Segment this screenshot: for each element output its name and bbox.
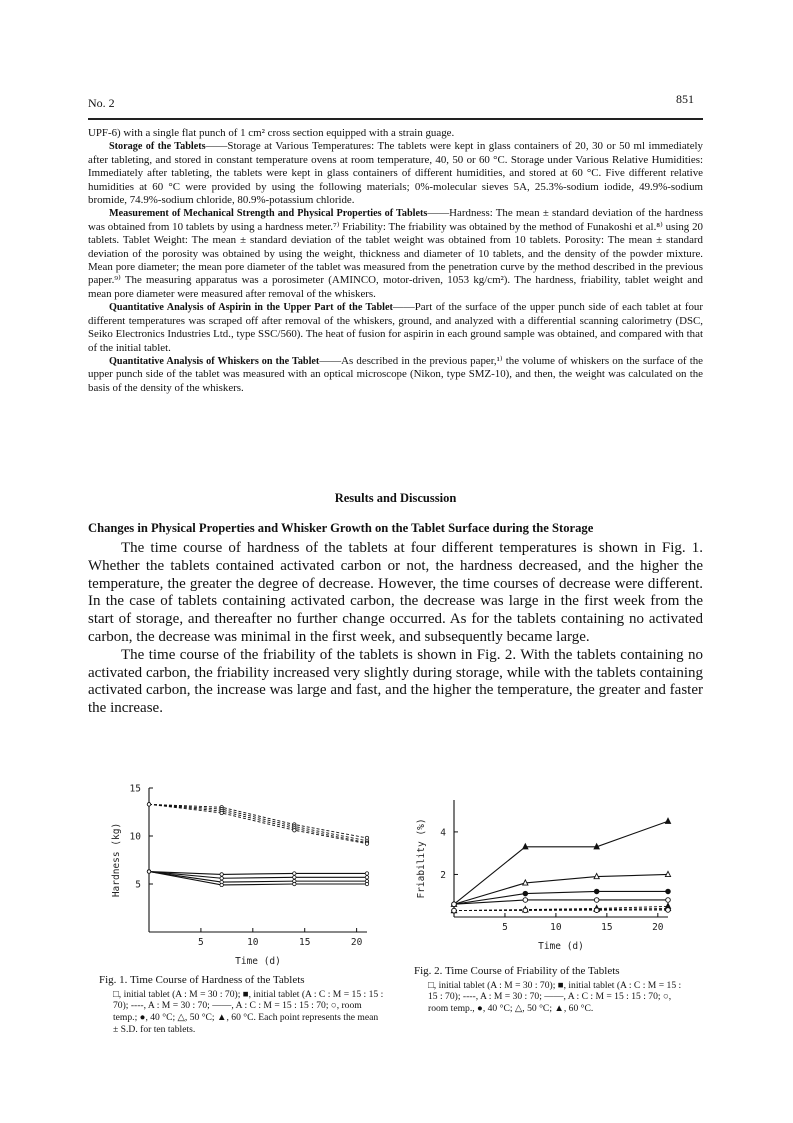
hardness-series-line — [149, 872, 367, 875]
hardness-chart-svg — [82, 768, 382, 968]
hardness-series-line — [149, 804, 367, 838]
storage-paragraph — [88, 140, 703, 207]
figure-2-caption-title: Fig. 2. Time Course of Friability of the Tablets — [414, 965, 620, 977]
measurement-text: ——Hardness: The mean ± standard deviation of the hardness was obtained from 10 tablets by using a hardness meter.⁷⁾ Friability: The friability was obtained by the method of Funakoshi et al.⁸⁾ using 20 tablets. Tablet Weight: The mean ± standard deviation of the tablet weight was obtained from 10 tablets. Porosity: The mean ± standard deviation of the porosity was obtained by using the weight, thickness and diameter of 10 tablets, and the density of the powder mixture. Mean pore diameter; the mean pore diameter of the tablet was measured from the penetration curve by the method described in the previous paper.⁹⁾ The measuring apparatus was a porosimeter (AMINCO, motor-driven, 1053 kg/cm²). The hardness, friability, tablet weight and mean pore diameter were measured after removal of the whiskers. — [88, 207, 703, 300]
friability-x-tick-label: 15 — [601, 922, 613, 933]
friability-x-tick-label: 20 — [652, 922, 664, 933]
header-rule — [88, 118, 703, 120]
hardness-y-axis-label: Hardness (kg) — [111, 822, 122, 898]
hardness-data-point — [220, 811, 223, 814]
friability-data-point — [666, 889, 671, 894]
aspirin-heading: Quantitative Analysis of Aspirin in the Upper Part of the Tablet — [109, 302, 393, 314]
friability-data-point — [594, 908, 599, 913]
hardness-data-point — [293, 882, 296, 885]
aspirin-paragraph — [88, 301, 703, 355]
methods-section — [88, 127, 703, 395]
friability-data-point — [452, 908, 457, 913]
friability-x-axis-label: Time (d) — [538, 941, 584, 952]
friability-data-point — [666, 908, 671, 913]
figure-1-caption-title: Fig. 1. Time Course of Hardness of the Tablets — [99, 974, 305, 986]
hardness-data-point — [365, 882, 368, 885]
whisker-text: ——As described in the previous paper,¹⁾ the volume of whiskers on the surface of the upper punch side of the tablet was measured with an optical microscope (Nikon, type SMZ-10), and then, the weight was calculated on the basis of the density of the whiskers. — [88, 354, 704, 394]
figure-2-caption-body: □, initial tablet (A : M = 30 : 70); ■, initial tablet (A : C : M = 15 : 15 : 70); ----, A : M = 30 : 70; ——, A : C : M = 15 : 15 : 70; ○, room temp., ●, 40 °C; △, 50 °C; ▲, 60 °C. — [428, 979, 682, 1015]
results-paragraph-1: The time course of hardness of the tablets at four different temperatures is shown in Fig. 1. Whether the tablets contained activated carbon or not, the hardness decreased, and the higher the temperature, the greater the degree of decrease. However, the time courses of decrease were different. In the case of tablets containing activated carbon, the decrease was large in the first week from the start of storage, and thereafter no further change occurred. As for the tablets containing no activated carbon, the decrease was minimal in the first week, and subsequently became large. — [88, 540, 703, 645]
friability-y-tick-label: 4 — [440, 827, 446, 839]
hardness-series-line — [149, 804, 367, 842]
measurement-paragraph — [88, 207, 703, 301]
hardness-data-point — [365, 872, 368, 875]
aspirin-text: ——Part of the surface of the upper punch side of each tablet at four different temperatures was scraped off after removal of the whiskers, ground, and analyzed with a differential scanning calorimetry (DSC, Seiko Electronics Industries Ltd., type SSC/560). The heat of fusion for aspirin in each ground sample was obtained, and compared with that of the initial tablet. — [88, 301, 703, 354]
hardness-x-tick-label: 10 — [247, 937, 259, 948]
hardness-y-tick-label: 15 — [129, 783, 141, 795]
hardness-x-axis-label: Time (d) — [235, 956, 281, 967]
hardness-data-point — [220, 883, 223, 886]
friability-data-point — [452, 902, 457, 907]
hardness-series-line — [149, 804, 367, 843]
friability-data-point — [523, 898, 528, 903]
friability-data-point — [666, 898, 671, 903]
hardness-data-point — [293, 872, 296, 875]
whisker-heading: Quantitative Analysis of Whiskers on the Tablet — [109, 355, 320, 367]
hardness-data-point — [147, 870, 150, 873]
results-text — [88, 540, 703, 718]
friability-series-line — [454, 910, 668, 911]
hardness-y-tick-label: 10 — [129, 831, 141, 843]
friability-data-point — [523, 908, 528, 913]
subsection-title: Changes in Physical Properties and Whisker Growth on the Tablet Surface during the Storage — [88, 521, 594, 535]
storage-text: ——Storage at Various Temperatures: The tablets were kept in glass containers of 20, 30 or 50 ml immediately after tableting, and stored in constant temperature ovens at room temperature, 40, 50 or 60 °C. Storage under Various Relative Humidities: Immediately after tableting, the tablets were kept in glass containers of different humidities, and stored at 60 °C. Five different relative humidities at 60 °C were provided by using the following materials; 0%-molecular sieves 5A, 25.3%-sodium iodide, 49.9%-sodium bromide, 74.9%-sodium chloride, 80.9%-potassium chloride. — [88, 140, 703, 207]
figure-2-friability-chart — [418, 786, 678, 966]
figure-1-hardness-chart — [82, 768, 382, 968]
friability-chart-svg — [418, 786, 678, 966]
friability-y-tick-label: 2 — [440, 869, 446, 881]
friability-data-point — [594, 889, 599, 894]
friability-x-tick-label: 5 — [502, 922, 508, 933]
hardness-data-point — [365, 842, 368, 845]
hardness-series-line — [149, 804, 367, 840]
issue-number: No. 2 — [88, 96, 115, 110]
page-number: 851 — [676, 92, 694, 106]
hardness-data-point — [220, 873, 223, 876]
figure-2-caption — [414, 965, 684, 1015]
measurement-heading: Measurement of Mechanical Strength and Physical Properties of Tablets — [109, 208, 428, 220]
results-paragraph-2: The time course of the friability of the tablets is shown in Fig. 2. With the tablets containing no activated carbon, the friability increased very slightly during storage, while with the tablets containing activated carbon, the increase was large and fast, and the higher the temperature, the greater and faster the increase. — [88, 646, 703, 717]
hardness-x-tick-label: 15 — [298, 937, 311, 948]
friability-series-line — [454, 900, 668, 904]
hardness-y-tick-label: 5 — [135, 879, 141, 891]
hardness-x-tick-label: 20 — [350, 937, 363, 948]
friability-data-point — [665, 818, 670, 823]
friability-data-point — [594, 898, 599, 903]
hardness-data-point — [147, 803, 150, 806]
friability-data-point — [665, 871, 670, 876]
hardness-data-point — [365, 876, 368, 879]
hardness-data-point — [293, 876, 296, 879]
friability-y-axis-label: Friability (%) — [416, 818, 427, 899]
hardness-x-tick-label: 5 — [198, 937, 204, 948]
hardness-data-point — [293, 829, 296, 832]
friability-data-point — [523, 891, 528, 896]
figure-1-caption-body: □, initial tablet (A : M = 30 : 70); ■, initial tablet (A : C : M = 15 : 15 : 70); ----, A : M = 30 : 70; ——, A : C : M = 15 : 15 : 70; ○, room temp.; ●, 40 °C; △, 50 °C; ▲, 60 °C. Each point represents the mean ± S.D. for ten tablets. — [113, 988, 384, 1035]
whisker-paragraph — [88, 355, 703, 395]
section-title: Results and Discussion — [334, 491, 457, 505]
storage-heading: Storage of the Tablets — [109, 141, 206, 153]
hardness-data-point — [220, 877, 223, 880]
figure-1-caption — [99, 974, 384, 1036]
methods-paragraph-0: UPF-6) with a single flat punch of 1 cm² cross section equipped with a strain guage. — [88, 127, 455, 139]
friability-x-tick-label: 10 — [550, 922, 562, 933]
